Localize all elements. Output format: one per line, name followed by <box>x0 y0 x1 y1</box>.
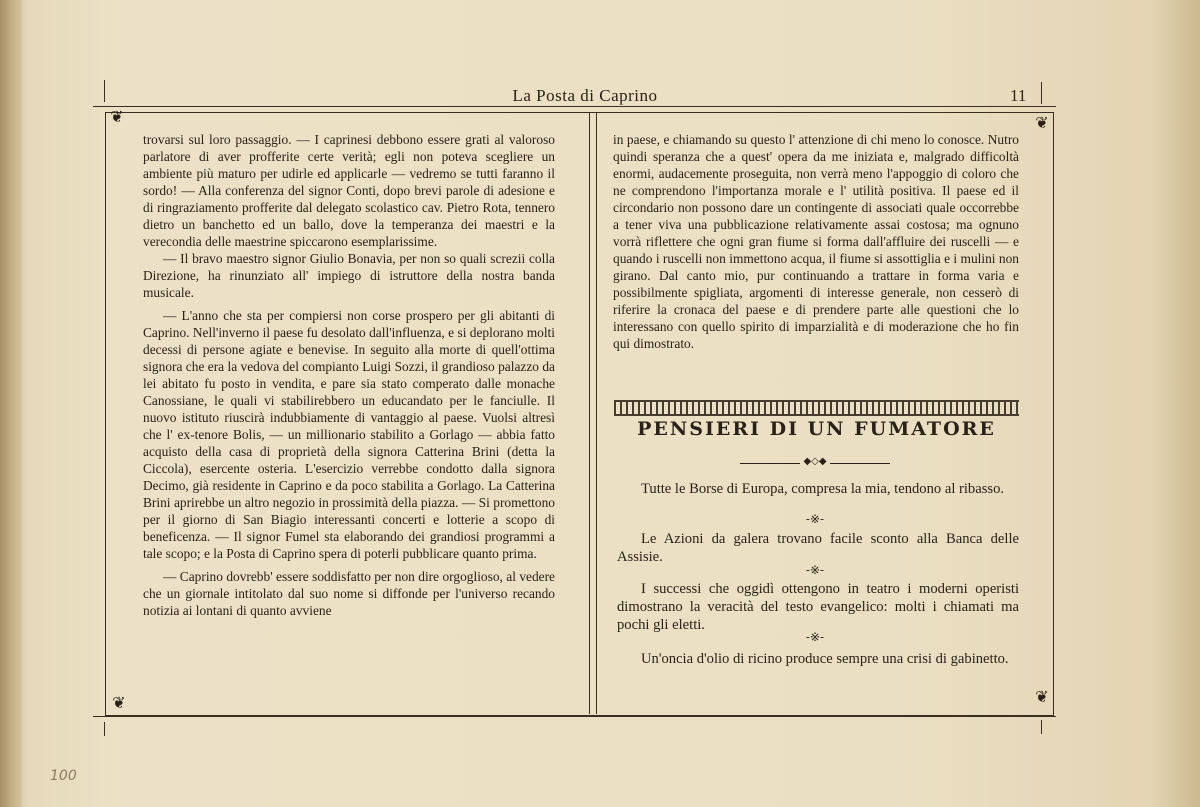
saying <box>617 580 1019 634</box>
paragraph: — Caprino dovrebb' essere soddisfatto per non dire orgoglioso, al vedere che un giornale intitolato dal suo nome si diffonde per l'universo recando notizia ai lontani di quanto avviene <box>143 569 555 618</box>
saying-text: Tutte le Borse di Europa, compresa la mia, tendono al ribasso. <box>641 481 1005 497</box>
crop-mark-bottom-right <box>1041 720 1042 734</box>
corner-ornament-icon: ❦ <box>110 107 124 126</box>
corner-ornament-icon: ❦ <box>1035 113 1049 132</box>
right-column <box>613 131 1019 352</box>
left-column <box>143 131 555 619</box>
page-number: 11 <box>1010 86 1027 105</box>
footer-rule <box>93 716 1056 717</box>
section-title: PENSIERI DI UN FUMATORE <box>637 418 996 440</box>
column-divider <box>589 112 597 714</box>
saying-text: I successi che oggidì ottengono in teatro i moderni operisti dimostrano la veracità del testo evangelico: molti i chiamati ma pochi gli eletti. <box>617 581 1019 633</box>
greek-key-border <box>614 400 1019 416</box>
saying-separator: -※- <box>805 630 825 644</box>
paragraph: trovarsi sul loro passaggio. — I caprinesi debbono essere grati al valoroso parlatore di aver profferite certe verità; egli non poteva scegliere un ambiente più maturo per udirle ed applicarle — vedremo se tutti faranno il sordo! — Alla conferenza del signor Conti, dopo brevi parole di adesione e di ringraziamento profferite dal delegato scolastico cav. Pietro Rota, tennero dietro un banchetto ed un ballo, dove la temperanza dei maestri e la verecondia delle maestrine spiccarono esemplarissime. <box>143 132 555 249</box>
saying <box>617 650 1019 668</box>
crop-mark-bottom-left <box>104 722 105 736</box>
crop-mark-top-right <box>1041 82 1042 104</box>
running-title: La Posta di Caprino <box>512 86 658 105</box>
crop-mark-top-left <box>104 80 105 102</box>
corner-ornament-icon: ❦ <box>112 693 126 712</box>
saying-text: Un'oncia d'olio di ricino produce sempre una crisi di gabinetto. <box>641 651 1009 667</box>
paragraph: in paese, e chiamando su questo l' attenzione di chi meno lo conosce. Nutro quindi speranza che a quest' opera da me iniziata e, malgrado difficoltà enormi, audacemente proseguita, non verrà meno l'appoggio di coloro che ne comprendono l'importanza morale e l' utilità positiva. Il paese ed il circondario non possono dare un contingente di associati quale occorrebbe a tener viva una pubblicazione relativamente assai costosa; ma ognuno vorrà riflettere che ogni gran fiume si forma dall'affluire dei ruscelli — e quando i ruscelli non immettono acqua, il fiume si assottiglia e i mulini non girano. Dal canto mio, pur continuando a trattare in forma varia e possibilmente spigliata, argomenti di interesse generale, non cesserò di riferire la cronaca del paese e di prendere parte alle questioni che lo interessano con quello spirito di imparzialità e di moderazione che ho fin qui dimostrato. <box>613 132 1019 351</box>
header-rule <box>93 106 1056 107</box>
saying <box>617 480 1019 498</box>
paragraph: — L'anno che sta per compiersi non corse prospero per gli abitanti di Caprino. Nell'inverno il paese fu desolato dall'influenza, e si deplorano molti decessi di persone agiate e benevise. In seguito alla morte di quell'ottima signora che era la vedova del compianto Luigi Sozzi, il grandioso palazzo da lei abitato fu posto in vendita, e pare sia stato comperato dalle monache Canossiane, le quali vi stabilirebbero un educandato per le fanciulle. Il nuovo istituto riuscirà indubbiamente di vantaggio al paese. Vuolsi altresì che l' ex-tenore Bolis, — un millionario stabilito a Gorlago — abbia fatto acquisto della casa di proprietà della signora Catterina Brini (detta la Ciccola), esercente osteria. L'esercizio verrebbe condotto dalla signora Decimo, già residente in Caprino e da poco stabilita a Gorlago. La Catterina Brini aprirebbe un altro negozio in prossimità della piazza. — Si promettono per il giorno di San Biagio interessanti concerti e lotterie a scopo di beneficenza. — Il signor Fumel sta elaborando dei grandiosi programmi a tale scopo; e la Posta di Caprino spera di poterli pubblicare quanto prima. <box>143 308 555 561</box>
archive-pencil-mark: 100 <box>50 768 77 784</box>
saying-separator: -※- <box>805 512 825 526</box>
book-binding <box>0 0 22 807</box>
paragraph: — Il bravo maestro signor Giulio Bonavia, per non so quali screzii colla Direzione, ha rinunziato all' impiego di istruttore della nostra banda musicale. <box>143 251 555 300</box>
saying-text: Le Azioni da galera trovano facile sconto alla Banca delle Assisie. <box>617 531 1019 565</box>
corner-ornament-icon: ❦ <box>1035 687 1049 706</box>
saying-separator: -※- <box>805 563 825 577</box>
title-ornament-icon: ◆◇◆ <box>800 456 830 467</box>
saying <box>617 530 1019 566</box>
